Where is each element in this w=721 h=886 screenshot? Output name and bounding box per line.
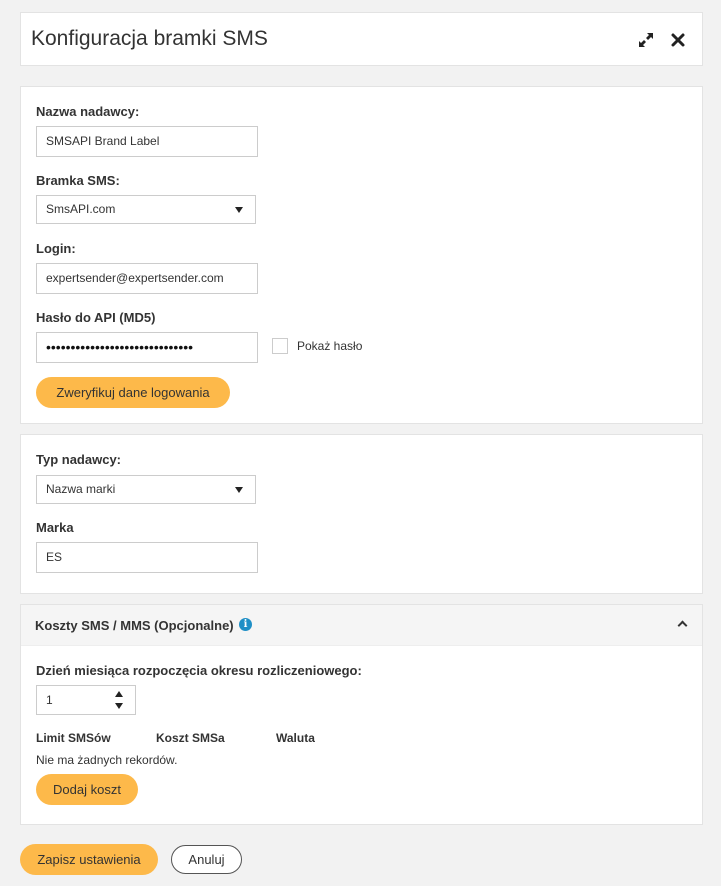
- sender-panel: [20, 434, 703, 594]
- sender-name-input[interactable]: SMSAPI Brand Label: [36, 126, 258, 157]
- info-icon[interactable]: i: [239, 618, 252, 631]
- gateway-label: Bramka SMS:: [36, 173, 120, 188]
- costs-panel: [20, 604, 703, 825]
- costs-title: Koszty SMS / MMS (Opcjonalne): [35, 618, 234, 633]
- sender-type-select[interactable]: [36, 475, 256, 504]
- credentials-panel: [20, 86, 703, 424]
- column-header-currency: Waluta: [276, 731, 315, 745]
- login-input[interactable]: expertsender@expertsender.com: [36, 263, 258, 294]
- show-password-checkbox[interactable]: [272, 338, 288, 354]
- stepper-down-icon[interactable]: [115, 703, 123, 709]
- billing-day-value: 1: [46, 693, 53, 707]
- close-icon[interactable]: [669, 31, 687, 49]
- gateway-select[interactable]: [36, 195, 256, 224]
- add-cost-button[interactable]: Dodaj koszt: [36, 774, 138, 805]
- sender-type-label: Typ nadawcy:: [36, 452, 122, 467]
- costs-panel-header[interactable]: [21, 605, 702, 646]
- column-header-cost: Koszt SMSa: [156, 731, 225, 745]
- verify-credentials-button[interactable]: Zweryfikuj dane logowania: [36, 377, 230, 408]
- stepper-up-icon[interactable]: [115, 691, 123, 697]
- expand-icon[interactable]: [637, 31, 655, 49]
- billing-day-stepper[interactable]: [36, 685, 136, 715]
- caret-down-icon: [235, 207, 243, 213]
- dialog-title: Konfiguracja bramki SMS: [31, 27, 268, 50]
- sender-type-value: Nazwa marki: [46, 482, 116, 496]
- empty-records-text: Nie ma żadnych rekordów.: [36, 753, 178, 767]
- show-password-label[interactable]: Pokaż hasło: [297, 339, 363, 353]
- dialog-header: [20, 12, 703, 66]
- brand-label: Marka: [36, 520, 74, 535]
- billing-day-label: Dzień miesiąca rozpoczęcia okresu rozliczeniowego:: [36, 663, 362, 678]
- caret-down-icon: [235, 487, 243, 493]
- chevron-up-icon[interactable]: [678, 621, 688, 631]
- password-input[interactable]: ••••••••••••••••••••••••••••••: [36, 332, 258, 363]
- brand-input[interactable]: ES: [36, 542, 258, 573]
- gateway-select-value: SmsAPI.com: [46, 202, 116, 216]
- column-header-limit: Limit SMSów: [36, 731, 111, 745]
- sender-name-label: Nazwa nadawcy:: [36, 104, 140, 119]
- cancel-button[interactable]: Anuluj: [171, 845, 242, 874]
- login-label: Login:: [36, 241, 76, 256]
- password-label: Hasło do API (MD5): [36, 310, 156, 325]
- save-settings-button[interactable]: Zapisz ustawienia: [20, 844, 158, 875]
